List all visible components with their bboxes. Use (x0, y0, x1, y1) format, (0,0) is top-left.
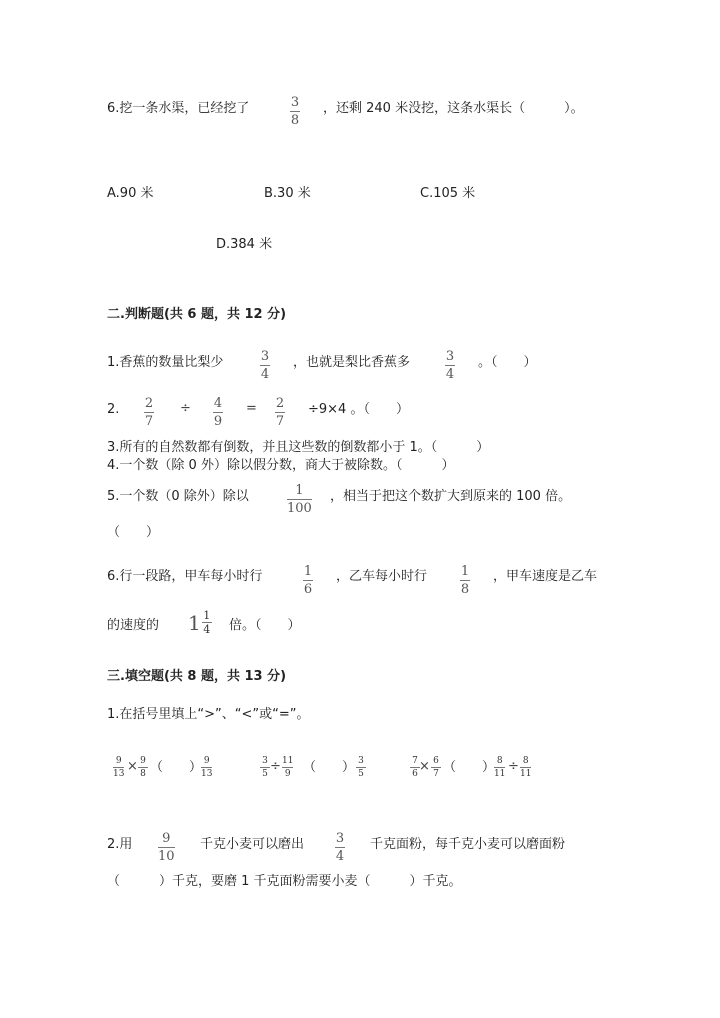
fraction: 1 100 (287, 483, 312, 516)
fraction: 3 8 (290, 95, 300, 128)
section-title-fill: 三.填空题(共 8 题，共 13 分) (107, 669, 287, 684)
fraction: 6 7 (431, 756, 441, 779)
times-sign: × (127, 759, 138, 774)
fraction: 9 13 (113, 756, 125, 779)
q6-stem-a: 6.挖一条水渠，已经挖了 (107, 101, 250, 116)
judge-q3: 3.所有的自然数都有倒数，并且这些数的倒数都小于 1。（ ） (107, 440, 490, 455)
section-title-judgement: 二.判断题(共 6 题，共 12 分) (107, 307, 287, 322)
divide-sign: ÷ (508, 759, 519, 774)
judge-q1-a: 1.香蕉的数量比梨少 (107, 355, 224, 370)
fraction: 3 4 (445, 349, 455, 382)
fraction: 3 4 (260, 349, 270, 382)
fraction: 8 11 (494, 756, 506, 779)
fill-q2-b: 千克小麦可以磨出 (200, 837, 305, 852)
judge-q1-c: 。（ ） (478, 355, 537, 370)
option-c: C.105 米 (420, 186, 476, 201)
answer-blank[interactable]: （ ） (303, 760, 356, 775)
fraction: 9 13 (201, 756, 213, 779)
judge-q1-b: ，也就是梨比香蕉多 (293, 355, 411, 370)
divide-sign: ÷ (270, 759, 281, 774)
mixed-number (188, 610, 212, 635)
times-sign: × (419, 759, 430, 774)
judge-q5-a: 5.一个数（0 除外）除以 (107, 489, 249, 504)
fraction: 2 7 (275, 396, 285, 429)
fraction: 9 10 (158, 831, 175, 864)
option-a: A.90 米 (107, 186, 154, 201)
fraction: 1 6 (303, 564, 313, 597)
fraction: 3 5 (260, 756, 270, 779)
fraction: 4 9 (213, 396, 223, 429)
fraction: 11 9 (282, 756, 294, 779)
judge-q2-prefix: 2. (107, 402, 120, 417)
fraction: 1 8 (460, 564, 470, 597)
fraction: 3 5 (356, 756, 366, 779)
judge-q6-b: ，乙车每小时行 (336, 569, 428, 584)
equals-sign: = (246, 401, 257, 416)
judge-q4: 4.一个数（除 0 外）除以假分数，商大于被除数。（ ） (107, 458, 455, 473)
judge-q6-a: 6.行一段路，甲车每小时行 (107, 569, 263, 584)
judge-q6-c: ，甲车速度是乙车 (493, 569, 598, 584)
answer-blank[interactable]: （ ） (150, 760, 203, 775)
fraction: 7 6 (410, 756, 420, 779)
fraction: 9 8 (138, 756, 148, 779)
option-d: D.384 米 (216, 237, 273, 252)
fraction: 3 4 (335, 831, 345, 864)
fill-q2-c: 千克面粉，每千克小麦可以磨面粉 (370, 837, 566, 852)
fill-q1-prompt: 1.在括号里填上“>”、“<”或“=”。 (107, 707, 310, 722)
fraction: 8 11 (520, 756, 532, 779)
judge-q5-b: ，相当于把这个数扩大到原来的 100 倍。 (330, 489, 572, 504)
judge-q6-d: 的速度的 (107, 618, 160, 633)
judge-q5-paren: （ ） (107, 525, 160, 540)
fraction: $\frac{1}{4}$ (203, 609, 211, 636)
q6-stem-b: ，还剩 240 米没挖，这条水渠长（ ）。 (323, 101, 584, 116)
judge-q6-e: 倍。（ ） (229, 618, 301, 633)
divide-sign: ÷ (180, 401, 191, 416)
mixed-whole: 1 (188, 610, 201, 635)
answer-blank[interactable]: （ ） (443, 760, 496, 775)
fill-q2-d: （ ）千克，要磨 1 千克面粉需要小麦（ ）千克。 (107, 874, 462, 889)
fraction: 2 7 (144, 396, 154, 429)
option-b: B.30 米 (264, 186, 311, 201)
judge-q2-tail: ÷9×4 。（ ） (308, 402, 409, 417)
fill-q2-a: 2.用 (107, 837, 133, 852)
